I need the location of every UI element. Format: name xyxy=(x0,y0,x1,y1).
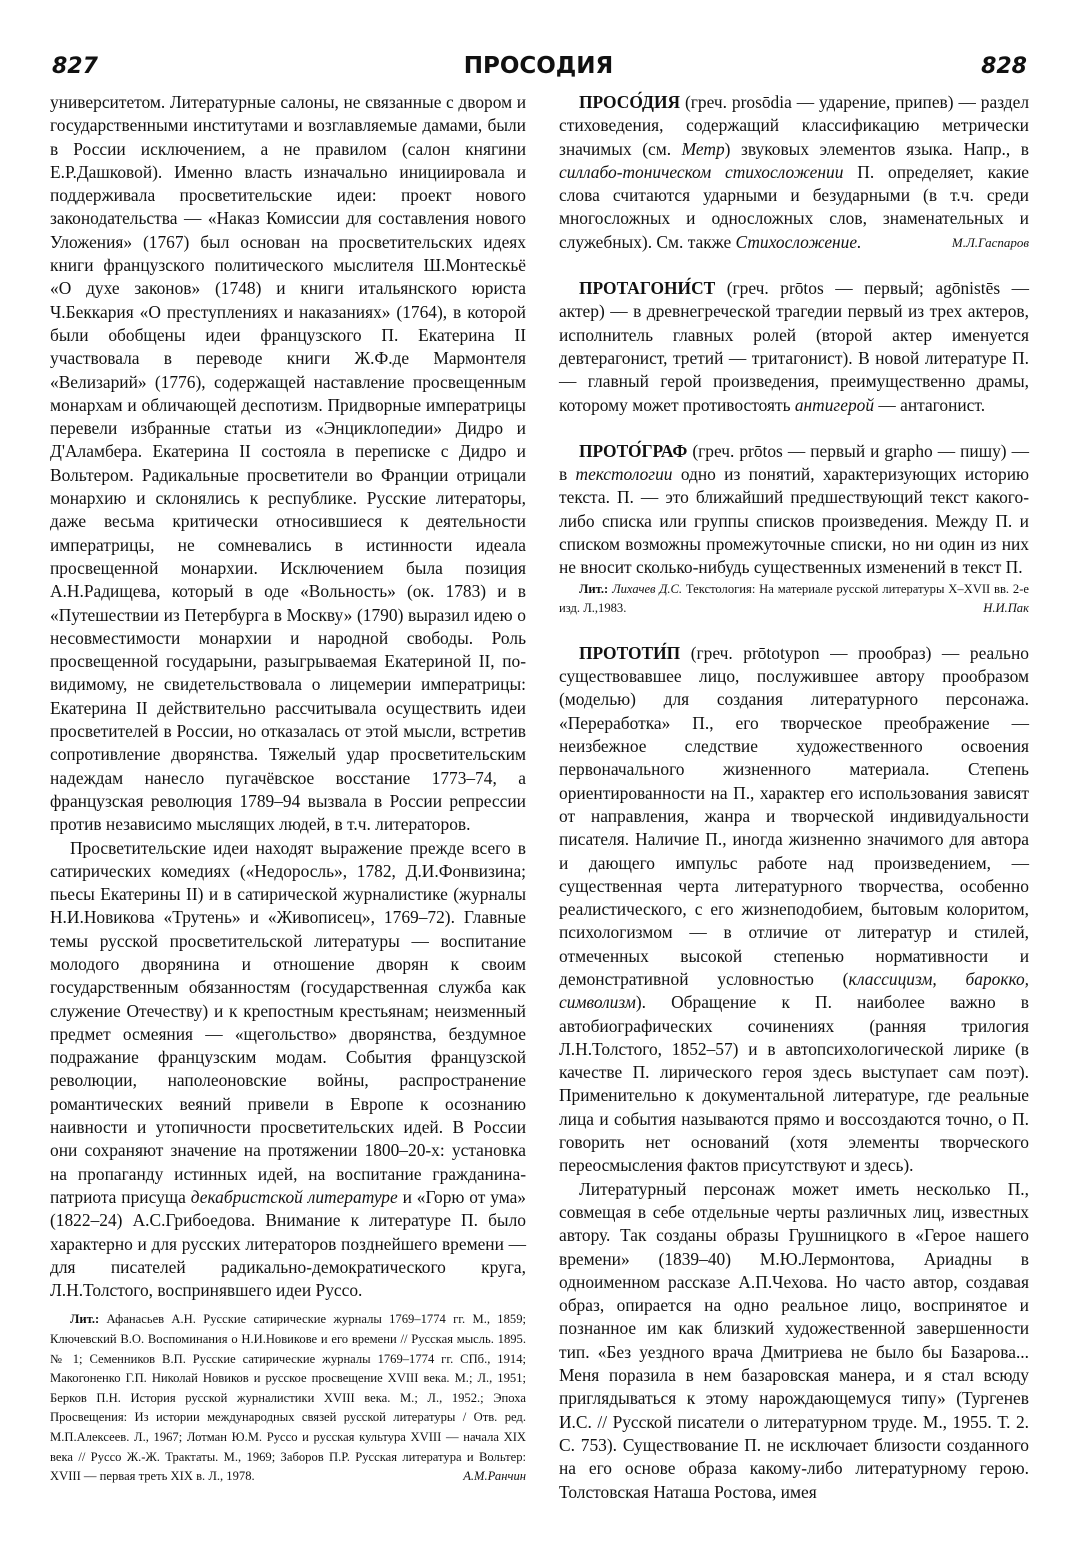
literature-list: Лит.: Лихачев Д.С. Текстология: На материале русской литературы X–XVII вв. 2-е изд. Л.,1983. Н.И.Пак xyxy=(559,580,1029,619)
headword: ПРОТО́ГРАФ xyxy=(579,440,688,461)
headword: ПРОТАГОНИ́СТ xyxy=(579,278,716,299)
entry-protograf: ПРОТО́ГРАФ (греч. prōtos — первый и grapho — пишу) — в текстологии одно из понятий, характеризующих историю текста. П. — это ближайший предшествующий текст какого-либо списка или группы списков произведения. Между П. и списком возможны промежуточные списки, но ни один из них не вносит сколько-нибудь существенных изменений в текст П. xyxy=(559,440,1029,578)
entry-prototip: ПРОТОТИ́П (греч. prōtotypon — прообраз) — реально существовавшее лицо, послужившее автору прообразом (моделью) для создания литературного персонажа. «Переработка» П., его творческое преображение — неизбежное следствие художественного освоения первоначального жизненного материала. Степень ориентированности на П., характер его использования зависят от направления, жанра и творческой индивидуальности писателя. Наличие П., иногда жизненно значимого для автора и дающего импульс работе над произведением, — существенная черта литературного творчества, особенно реалистического, с его жизнеподобием, бытовым колоритом, психологизмом — в отличие от литератур и стилей, отмеченных высокой степенью нормативности и демонстративной условностью (классицизм, барокко, символизм). Обращение к П. наиболее важно в автобиографических сочинениях (ранняя трилогия Л.Н.Толстого, 1852–57) и в автопсихологической лирике (в качестве П. лирического героя здесь выступает сам поэт). Применительно к документальной литературе, где реальные лица и события называются прямо и воссоздаются точно, о П. говорить нет оснований (хотя элементы творческого переосмысления фактов присутствуют и здесь). xyxy=(559,642,1029,1176)
left-column xyxy=(50,91,526,1487)
body-paragraph: университетом. Литературные салоны, не связанные с двором и государственными институтами и возглавляемые дамами, были в России исключением, а не правилом (салон княгини Е.Р.Дашковой). Именно власть изначально инициировала и поддерживала просветительские идеи: проект нового законодательства — «Наказ Комиссии для составления нового Уложения» (1767) был основан на просветительских идеях книги французского политического мыслителя Ш.Монтескьё «О духе законов» (1748) и книги итальянского юриста Ч.Беккария «О преступлениях и наказаниях» (1764), в которой были обобщены идеи французского П. Екатерина II участвовала в переводе книги Ж.Ф.де Мармонтеля «Велизарий» (1776), содержащей наставление просвещенным монархам и обличающей деспотизм. Придворные императрицы перевели избранные статьи из «Энциклопедии» Дидро и Д'Аламбера. Екатерина II состояла в переписке с Дидро и Вольтером. Радикальные просветители во Франции отрицали монархию и склонялись к республике. Русские литераторы, даже весьма критически относившиеся к деятельности императрицы, не сомневались в истинности идеала просвещенной монархии. Исключением была позиция А.Н.Радищева, который в оде «Вольность» (ок. 1783) и в «Путешествии из Петербурга в Москву» (1790) выразил идею о несовместимости монархии и народной свободы. Роль просвещенной государыни, разыгрываемая Екатериной II, по-видимому, не свидетельствовала о лицемерии императрицы: Екатерина II действительно рассчитывала осуществить идеи просветителей в России, но отказалась от этой мысли, встретив сопротивление дворянства. Тяжелый удар просветительским надеждам нанесло пугачёвское восстание 1773–74, а французская революция 1789–94 вызвала в России репрессии против независимо мыслящих людей, в т.ч. литераторов. xyxy=(50,92,526,835)
entry-protagonist: ПРОТАГОНИ́СТ (греч. prōtos — первый; agōnistēs — актер) — в древнегреческой трагедии первый из трех актеров, исполнитель главных ролей (второй актер именуется девтерагонист, третий — тритагонист). В новой литературе П. — главный герой произведения, преимущественно драмы, которому может противостоять антигерой — антагонист. xyxy=(559,278,1029,415)
body-paragraph: Просветительские идеи находят выражение прежде всего в сатирических комедиях («Недоросль», 1782, Д.И.Фонвизина; пьесы Екатерины II) и в сатирической журналистике (журналы Н.И.Новикова «Трутень» и «Живописец», 1769–72). Главные темы русской просветительской литературы — воспитание молодого дворянина и отношение дворян к своим государственным обязанностям (государственная служба как служение Отечеству) и к крепостным крестьянам; неизменный предмет осмеяния — «щегольство» дворянства, бездумное подражание французским модам. События французской революции, наполеоновские войны, распространение романтических веяний привели в Европе к осознанию наивности и утопичности просветительских идей. В России они сохраняют значение на протяжении 1800–20-х: установка на пропаганду истинных идей, на воспитание гражданина-патриота присуща декабристской литературе и «Горю от ума» (1822–24) А.С.Грибоедова. Внимание к литературе П. было характерно и для русских литераторов позднейшего времени — для писателей радикально-демократического круга, Л.Н.Толстого, воспринявшего идеи Руссо. xyxy=(50,837,526,1301)
headword: ПРОСО́ДИЯ xyxy=(579,92,681,112)
body-paragraph: Литературный персонаж может иметь несколько П., совмещая в себе отдельные черты различных лиц, известных автору. Так созданы образы Грушницкого в «Герое нашего времени» (1839–40) М.Ю.Лермонтова, Ариадны в одноименном рассказе А.П.Чехова. Но часто автор, создавая образ, опирается на одно реальное лицо, воспринятое и познанное им как близкий художественной завершенности тип. «Без уездного врача Дмитриева не было бы Базарова... Меня поразила в нем базаровская манера, и я стал всюду приглядываться к этому нарождающемуся типу» (Тургенев И.С. // Русской писатели о литературном труде. М., 1955. Т. 2. С. 753). Существование П. не исключает близости созданного на его основе образа какому-либо литературному герою. Толстовская Наташа Ростова, имея xyxy=(559,1178,1029,1502)
literature-list: Лит.: Афанасьев А.Н. Русские сатирические журналы 1769–1774 гг. М., 1859; Ключевский В.О. Воспоминания о Н.И.Новикове и его времени // Русская мысль. 1895. № 1; Семенников В.П. Русские сатирические журналы 1769–1774 гг. СПб., 1914; Макогоненко Г.П. Николай Новиков и русское просвещение XVIII века. М.; Л., 1951; Берков П.Н. История русской журналистики XVIII века. М.; Л., 1952.; Эпоха Просвещения: Из истории международных связей русской литературы / Отв. ред. М.П.Алексеев. Л., 1967; Лотман Ю.М. Руссо и русская культура XVIII — начала XIX века // Руссо Ж.-Ж. Трактаты. М., 1969; Заборов П.Р. Русская литература и Вольтер: XVIII — первая треть XIX в. Л., 1978. А.М.Ранчин xyxy=(50,1310,526,1486)
right-column xyxy=(559,91,1029,1504)
headword: ПРОТОТИ́П xyxy=(579,642,681,663)
author-signature: М.Л.Гаспаров xyxy=(951,234,1029,250)
author-signature: А.М.Ранчин xyxy=(463,1469,526,1484)
running-head: ПРОСОДИЯ xyxy=(463,53,614,79)
author-signature: Н.И.Пак xyxy=(983,601,1029,616)
entry-prosodia: ПРОСО́ДИЯ (греч. prosōdia — ударение, припев) — раздел стиховедения, содержащий классификацию метрически значимых (см. Метр) звуковых элементов языка. Напр., в силлабо-тоническом стихосложении П. определяет, какие слова считаются ударными и безударными (в т.ч. среди многосложных и односложных слов, знаменательных и служебных). См. также Стихосложение. М.Л.Гаспаров xyxy=(559,91,1029,254)
page-number-left: 827 xyxy=(52,54,98,79)
page-number-right: 828 xyxy=(981,54,1027,79)
